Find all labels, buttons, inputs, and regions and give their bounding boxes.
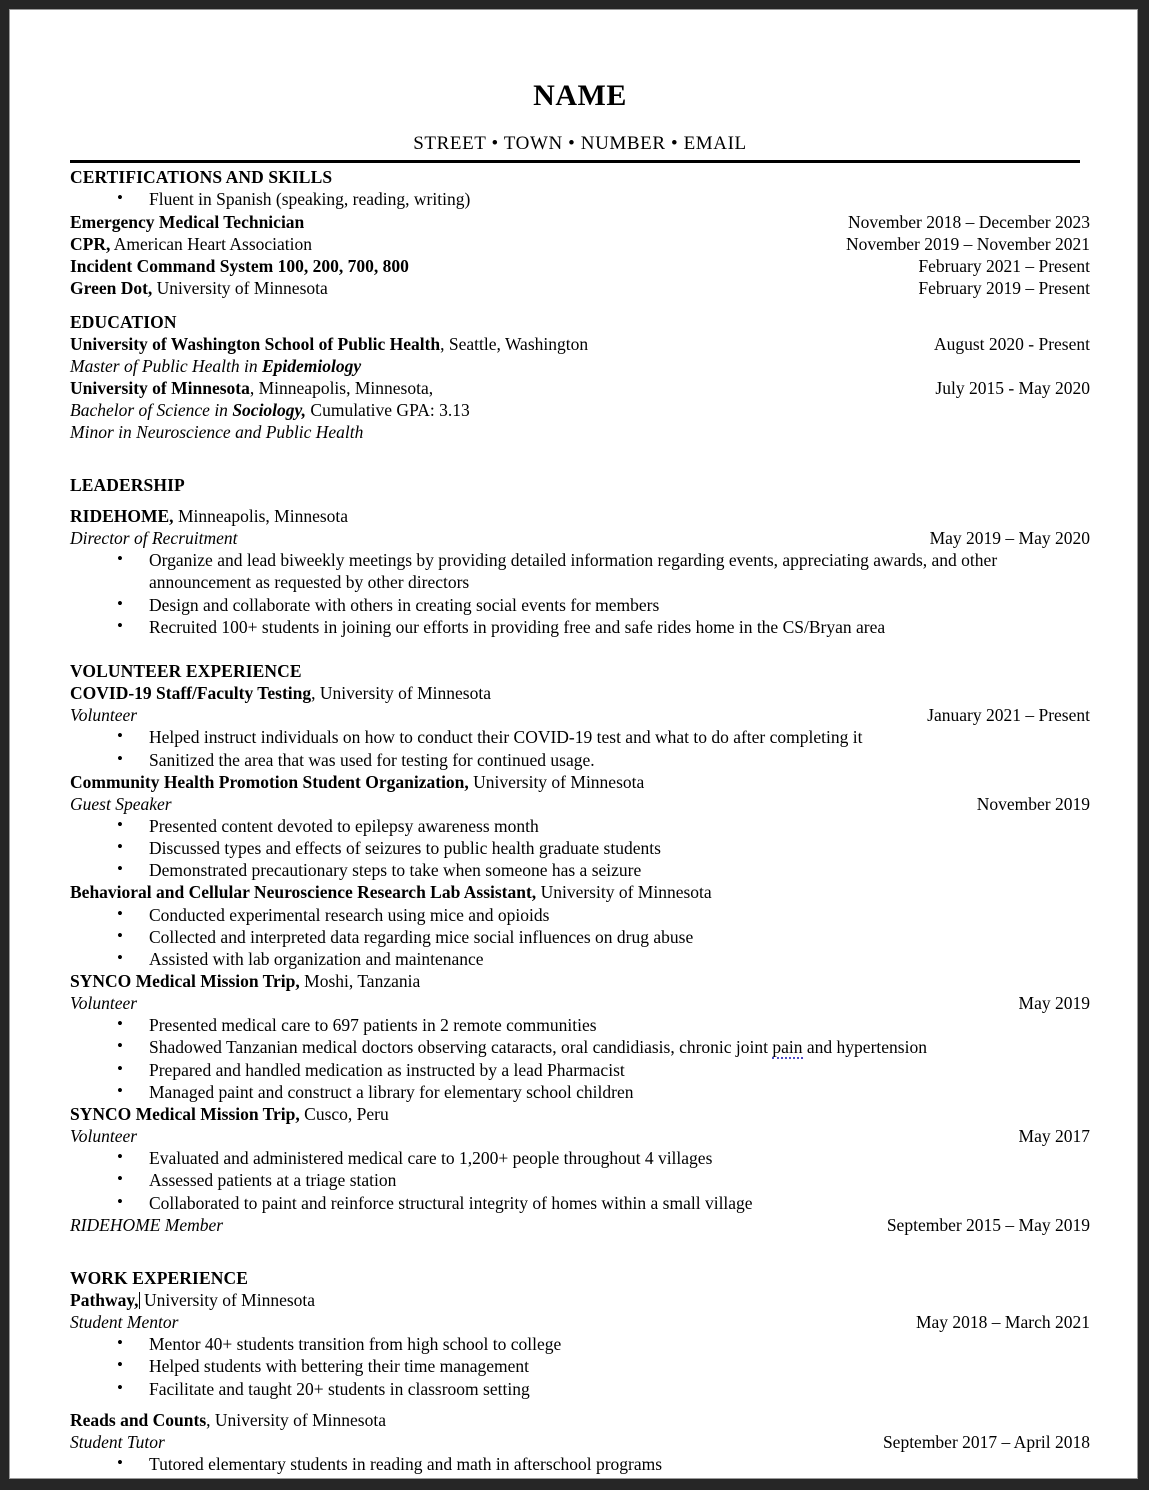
- leadership-bullet-list: [70, 549, 1090, 638]
- volunteer-org-name: Community Health Promotion Student Organization,: [70, 771, 469, 792]
- work-org-name: Reads and Counts: [70, 1409, 207, 1430]
- list-item: [70, 1453, 1090, 1475]
- work-date: September 2017 – April 2018: [882, 1431, 1090, 1452]
- bullet-icon: •: [117, 859, 123, 879]
- leadership-role: Director of Recruitment: [70, 528, 238, 549]
- work-date: May 2018 – March 2021: [915, 1312, 1090, 1333]
- list-item: [70, 1169, 1090, 1191]
- education-date: August 2020 - Present: [933, 333, 1090, 354]
- education-degree-suffix: Cumulative GPA: 3.13: [306, 400, 470, 421]
- bullet-icon: •: [117, 947, 123, 967]
- bullet-icon: •: [117, 1014, 123, 1034]
- bullet-icon: •: [117, 1377, 123, 1397]
- list-item-text: Assisted with lab organization and maintenance: [149, 948, 484, 969]
- bullet-list: [70, 815, 1090, 882]
- education-school-row: [70, 333, 1090, 355]
- work-role-row: [70, 1431, 1090, 1453]
- certification-detail: University of Minnesota: [152, 277, 328, 298]
- volunteer-role: Guest Speaker: [70, 793, 172, 814]
- education-degree-row: [70, 355, 1090, 377]
- bullet-icon: •: [117, 1036, 123, 1056]
- bullet-list: [70, 1147, 1090, 1214]
- list-item-text: Managed paint and construct a library for elementary school children: [149, 1081, 634, 1102]
- volunteer-role: Volunteer: [70, 705, 138, 726]
- list-item: [70, 726, 1090, 748]
- volunteer-org-location: University of Minnesota: [536, 882, 712, 903]
- list-item-text: Demonstrated precautionary steps to take when someone has a seizure: [149, 860, 642, 881]
- work-role: Student Mentor: [70, 1312, 179, 1333]
- work-role-row: [70, 1311, 1090, 1333]
- leadership-org-location: Minneapolis, Minnesota: [173, 506, 349, 527]
- education-degree-prefix: Master of Public Health in: [70, 355, 262, 376]
- bullet-icon: •: [117, 1333, 123, 1353]
- volunteer-org-row: [70, 881, 1090, 903]
- contact-line: STREET • TOWN • NUMBER • EMAIL: [413, 132, 747, 154]
- certification-date: November 2019 – November 2021: [846, 233, 1090, 254]
- list-item: [70, 594, 1090, 616]
- bullet-icon: •: [117, 1080, 123, 1100]
- work-role: Student Tutor: [70, 1431, 165, 1452]
- volunteer-org-location: , University of Minnesota: [311, 683, 491, 704]
- volunteer-org-row: [70, 970, 1090, 992]
- bullet-icon: •: [117, 748, 123, 768]
- list-item: [70, 616, 1090, 638]
- certification-row: [70, 255, 1090, 277]
- work-org-row: [70, 1409, 1090, 1431]
- list-item: [70, 1378, 1090, 1400]
- certification-name: CPR,: [70, 233, 111, 254]
- leadership-organization: [70, 505, 1090, 527]
- volunteer-org-name: Behavioral and Cellular Neuroscience Research Lab Assistant,: [70, 882, 537, 903]
- list-item: [70, 749, 1090, 771]
- list-item-text: Evaluated and administered medical care to 1,200+ people throughout 4 villages: [149, 1148, 713, 1169]
- volunteer-org-name: SYNCO Medical Mission Trip,: [70, 1104, 300, 1125]
- volunteer-date: May 2017: [1018, 1126, 1090, 1147]
- certification-row: [70, 211, 1090, 233]
- list-item: [70, 1192, 1090, 1214]
- list-item-text: Facilitate and taught 20+ students in classroom setting: [149, 1378, 530, 1399]
- bullet-icon: •: [117, 1452, 123, 1472]
- work-org-location: , University of Minnesota: [206, 1409, 386, 1430]
- list-item-text: Shadowed Tanzanian medical doctors observing cataracts, oral candidiasis, chronic joint pain and hypertension: [149, 1037, 927, 1058]
- list-item: [70, 549, 1090, 593]
- section-heading-work: WORK EXPERIENCE: [70, 1267, 248, 1288]
- volunteer-member-row: [70, 1214, 1090, 1236]
- education-school-name: University of Washington School of Public Health: [70, 333, 441, 354]
- list-item-text: Organize and lead biweekly meetings by providing detailed information regarding events, appreciating awards, and other announcement as requested by other directors: [149, 550, 998, 593]
- list-item-text: Mentor 40+ students transition from high school to college: [149, 1334, 562, 1355]
- certification-row: [70, 233, 1090, 255]
- bullet-icon: •: [117, 1058, 123, 1078]
- bullet-icon: •: [117, 188, 123, 208]
- work-org-name: Pathway,: [70, 1289, 139, 1310]
- bullet-icon: •: [117, 814, 123, 834]
- education-school-name: University of Minnesota: [70, 377, 250, 398]
- resume-content: [70, 10, 1090, 1475]
- list-item: [70, 188, 1090, 210]
- volunteer-org-name: COVID-19 Staff/Faculty Testing: [70, 683, 312, 704]
- certification-date: February 2019 – Present: [918, 277, 1090, 298]
- bullet-icon: •: [117, 837, 123, 857]
- section-heading-leadership: LEADERSHIP: [70, 475, 185, 496]
- bullet-icon: •: [117, 593, 123, 613]
- spacer: [70, 1400, 1090, 1409]
- section-heading-volunteer: VOLUNTEER EXPERIENCE: [70, 661, 302, 682]
- list-item: [70, 859, 1090, 881]
- list-item-text: Collected and interpreted data regarding mice social influences on drug abuse: [149, 926, 694, 947]
- education-school-location: , Minneapolis, Minnesota,: [249, 377, 434, 398]
- bullet-list: [70, 1333, 1090, 1400]
- bullet-list: [70, 904, 1090, 971]
- education-minor: Minor in Neuroscience and Public Health: [70, 422, 364, 443]
- work-org-row: [70, 1289, 1090, 1311]
- bullet-icon: •: [117, 549, 123, 569]
- page-title: NAME: [533, 79, 627, 112]
- list-item: [70, 1014, 1090, 1036]
- volunteer-org-row: [70, 771, 1090, 793]
- leadership-org-name: RIDEHOME,: [70, 506, 174, 527]
- spellcheck-underline: pain: [772, 1037, 803, 1058]
- volunteer-org-location: Cusco, Peru: [299, 1104, 389, 1125]
- bullet-icon: •: [117, 1191, 123, 1211]
- bullet-list: [70, 1014, 1090, 1103]
- list-item: [70, 1059, 1090, 1081]
- certification-detail: American Heart Association: [110, 233, 313, 254]
- education-degree-prefix: Bachelor of Science in: [70, 400, 233, 421]
- list-item: [70, 1355, 1090, 1377]
- list-item-text: Discussed types and effects of seizures to public health graduate students: [149, 838, 661, 859]
- list-item: [70, 1147, 1090, 1169]
- list-item-text: Presented medical care to 697 patients in 2 remote communities: [149, 1015, 597, 1036]
- volunteer-role: Volunteer: [70, 1126, 138, 1147]
- certification-name: Green Dot,: [70, 277, 153, 298]
- education-entries: [70, 333, 1090, 421]
- work-entries: [70, 1289, 1090, 1475]
- list-item-text: Conducted experimental research using mice and opioids: [149, 904, 550, 925]
- volunteer-org-row: [70, 682, 1090, 704]
- volunteer-member-date: September 2015 – May 2019: [886, 1214, 1090, 1235]
- list-item: [70, 926, 1090, 948]
- section-heading-education: EDUCATION: [70, 311, 177, 332]
- list-item: [70, 1036, 1090, 1058]
- section-heading-certifications: CERTIFICATIONS AND SKILLS: [70, 167, 333, 188]
- list-item: [70, 1333, 1090, 1355]
- leadership-date: May 2019 – May 2020: [929, 528, 1090, 549]
- list-item-text: Helped students with bettering their time management: [149, 1356, 530, 1377]
- bullet-icon: •: [117, 1147, 123, 1167]
- list-item-text: Sanitized the area that was used for testing for continued usage.: [149, 749, 595, 770]
- bullet-list: [70, 1453, 1090, 1475]
- work-org-location: University of Minnesota: [139, 1289, 316, 1310]
- list-item-text: Tutored elementary students in reading and math in afterschool programs: [149, 1453, 663, 1474]
- certifications-skill-list: [70, 188, 1090, 210]
- volunteer-role-row: [70, 992, 1090, 1014]
- volunteer-role-row: [70, 793, 1090, 815]
- certifications-items: [70, 211, 1090, 299]
- bullet-icon: •: [117, 925, 123, 945]
- list-item-text: Assessed patients at a triage station: [149, 1170, 397, 1191]
- volunteer-role-row: [70, 704, 1090, 726]
- bullet-icon: •: [117, 726, 123, 746]
- education-school-row: [70, 377, 1090, 399]
- list-item-text: Collaborated to paint and reinforce structural integrity of homes within a small village: [149, 1192, 753, 1213]
- certification-date: February 2021 – Present: [918, 255, 1090, 276]
- volunteer-entries: [70, 682, 1090, 1214]
- list-item: [70, 904, 1090, 926]
- volunteer-date: November 2019: [976, 793, 1090, 814]
- volunteer-date: May 2019: [1018, 993, 1090, 1014]
- leadership-role-row: [70, 527, 1090, 549]
- certification-name: Emergency Medical Technician: [70, 211, 305, 232]
- volunteer-org-location: University of Minnesota: [468, 771, 645, 792]
- volunteer-org-row: [70, 1103, 1090, 1125]
- education-degree-row: [70, 399, 1090, 421]
- list-item: [70, 948, 1090, 970]
- volunteer-date: January 2021 – Present: [927, 705, 1090, 726]
- volunteer-member-role: RIDEHOME Member: [70, 1214, 224, 1235]
- list-item-text: Fluent in Spanish (speaking, reading, writing): [149, 189, 471, 210]
- volunteer-org-location: Moshi, Tanzania: [299, 971, 421, 992]
- bullet-icon: •: [117, 615, 123, 635]
- volunteer-org-name: SYNCO Medical Mission Trip,: [70, 971, 300, 992]
- education-school-location: , Seattle, Washington: [440, 333, 589, 354]
- resume-page: [9, 9, 1138, 1479]
- bullet-icon: •: [117, 1355, 123, 1375]
- bullet-icon: •: [117, 903, 123, 923]
- certification-name: Incident Command System 100, 200, 700, 800: [70, 255, 409, 276]
- volunteer-role-row: [70, 1125, 1090, 1147]
- bullet-list: [70, 726, 1090, 770]
- list-item: [70, 837, 1090, 859]
- bullet-icon: •: [117, 1169, 123, 1189]
- list-item-text: Recruited 100+ students in joining our efforts in providing free and safe rides home in the CS/Bryan area: [149, 616, 886, 637]
- list-item: [70, 815, 1090, 837]
- education-degree-major: Epidemiology: [262, 355, 362, 376]
- volunteer-role: Volunteer: [70, 993, 138, 1014]
- list-item-text: Design and collaborate with others in creating social events for members: [149, 594, 660, 615]
- list-item-text: Prepared and handled medication as instructed by a lead Pharmacist: [149, 1059, 625, 1080]
- list-item-text: Helped instruct individuals on how to conduct their COVID-19 test and what to do after completing it: [149, 727, 863, 748]
- education-date: July 2015 - May 2020: [935, 377, 1090, 398]
- education-degree-major: Sociology,: [232, 400, 307, 421]
- certification-row: [70, 277, 1090, 299]
- list-item-text: Presented content devoted to epilepsy awareness month: [149, 815, 539, 836]
- certification-date: November 2018 – December 2023: [847, 211, 1090, 232]
- list-item: [70, 1081, 1090, 1103]
